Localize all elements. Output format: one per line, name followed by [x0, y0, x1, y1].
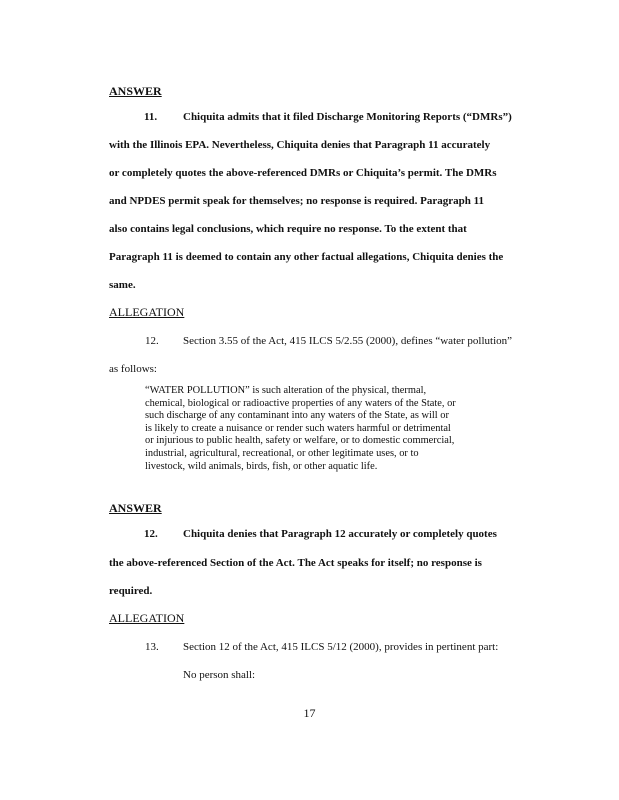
quote-line: “WATER POLLUTION” is such alteration of the physical, thermal, — [145, 385, 427, 396]
page-number: 17 — [303, 706, 316, 720]
quote-line: industrial, agricultural, recreational, or other legitimate uses, or to — [145, 447, 419, 459]
answer-line: required. — [109, 585, 153, 597]
allegation-line: Section 3.55 of the Act, 415 ILCS 5/2.55 (2000), defines “water pollution” — [183, 335, 513, 347]
answer-heading: ANSWER — [109, 84, 162, 98]
allegation-line: Section 12 of the Act, 415 ILCS 5/12 (2000), provides in pertinent part: — [183, 641, 499, 653]
quote-line: or injurious to public health, safety or welfare, or to domestic commercial, — [145, 435, 455, 447]
answer-line: Paragraph 11 is deemed to contain any other factual allegations, Chiquita denies the — [109, 251, 504, 263]
answer-line: Chiquita denies that Paragraph 12 accurately or completely quotes — [183, 528, 497, 540]
answer-heading: ANSWER — [109, 501, 162, 515]
quote-line: livestock, wild animals, birds, fish, or other aquatic life. — [145, 460, 378, 472]
quote-line: such discharge of any contaminant into any waters of the State, as will or — [145, 410, 449, 422]
answer-line: the above-referenced Section of the Act. The Act speaks for itself; no response is — [109, 557, 482, 569]
allegation-heading: ALLEGATION — [109, 611, 185, 625]
block-quote — [145, 385, 565, 473]
answer-line: with the Illinois EPA. Nevertheless, Chiquita denies that Paragraph 11 accurately — [109, 139, 491, 151]
answer-line: also contains legal conclusions, which require no response. To the extent that — [109, 223, 467, 235]
answer-line: or completely quotes the above-referenced DMRs or Chiquita’s permit. The DMRs — [109, 167, 497, 179]
quote-line: is likely to create a nuisance or render such waters harmful or detrimental — [145, 422, 451, 434]
quote-line: chemical, biological or radioactive properties of any waters of the State, or — [145, 397, 456, 409]
paragraph-number: 12. — [144, 528, 158, 540]
answer-line: same. — [109, 279, 136, 291]
allegation-line: as follows: — [109, 363, 157, 375]
paragraph-number: 11. — [144, 111, 158, 123]
paragraph-number: 13. — [145, 641, 159, 653]
paragraph-number: 12. — [145, 335, 159, 347]
allegation-line: No person shall: — [183, 669, 256, 681]
answer-line: Chiquita admits that it filed Discharge Monitoring Reports (“DMRs”) — [183, 111, 512, 123]
answer-line: and NPDES permit speak for themselves; no response is required. Paragraph 11 — [109, 195, 485, 207]
allegation-heading: ALLEGATION — [109, 305, 185, 319]
